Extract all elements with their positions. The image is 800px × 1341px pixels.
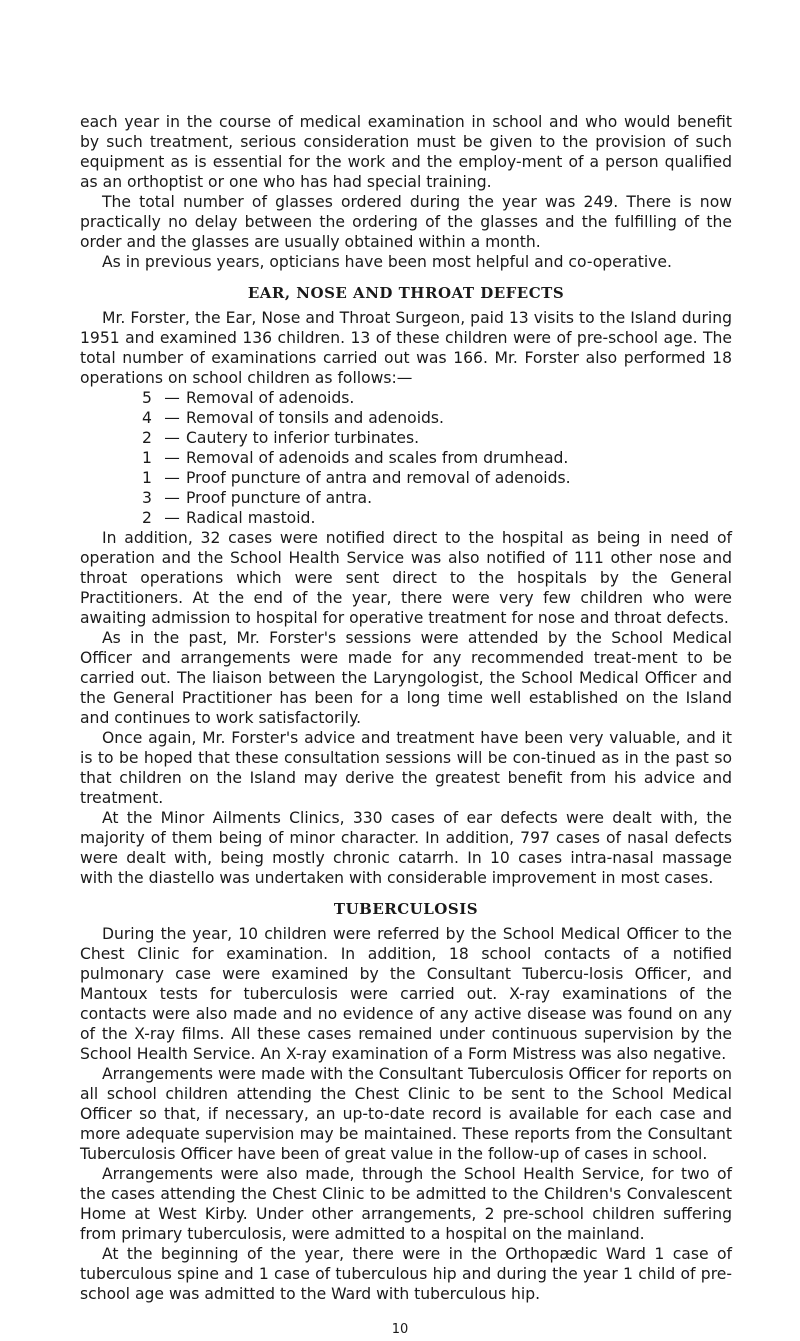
operation-item: 5 — Removal of adenoids.: [142, 389, 355, 407]
operation-desc: Removal of adenoids and scales from drumhead.: [186, 449, 569, 467]
operation-item: 2 — Cautery to inferior turbinates.: [142, 429, 420, 447]
ent-paragraph-2: In addition, 32 cases were notified direct to the hospital as being in need of operation and the School Health Service was also notified of 111 other nose and throat operations which were sent direct to the hospitals by the General Practitioners. At the end of the year, there were very few children who were awaiting admission to hospital for operative treatment for nose and throat defects.: [80, 529, 732, 627]
operation-desc: Cautery to inferior turbinates.: [186, 429, 420, 447]
intro-paragraph-3: As in previous years, opticians have been most helpful and co-operative.: [102, 253, 672, 271]
operation-item: 3 — Proof puncture of antra.: [142, 489, 373, 507]
operation-count: 2: [142, 509, 152, 527]
operation-desc: Removal of adenoids.: [186, 389, 355, 407]
text-column: [80, 112, 732, 1304]
tb-heading: TUBERCULOSIS: [333, 900, 479, 918]
tb-paragraph-4: At the beginning of the year, there were in the Orthopædic Ward 1 case of tuberculous spine and 1 case of tuberculous hip and during the year 1 child of pre-school age was admitted to the Ward with tuberculous hip.: [80, 1245, 732, 1303]
operation-count: 1: [142, 469, 152, 487]
ent-heading: EAR, NOSE AND THROAT DEFECTS: [247, 284, 565, 302]
operation-item: 2 — Radical mastoid.: [142, 509, 316, 527]
ent-paragraph-1: Mr. Forster, the Ear, Nose and Throat Surgeon, paid 13 visits to the Island during 1951 and examined 136 children. 13 of these children were of pre-school age. The total number of examinations carried out was 166. Mr. Forster also performed 18 operations on school children as follows:—: [80, 309, 732, 387]
operation-item: 4 — Removal of tonsils and adenoids.: [142, 409, 445, 427]
operation-desc: Proof puncture of antra and removal of adenoids.: [186, 469, 571, 487]
tb-paragraph-3: Arrangements were also made, through the School Health Service, for two of the cases attending the Chest Clinic to be admitted to the Children's Convalescent Home at West Kirby. Under other arrangements, 2 pre-school children suffering from primary tuberculosis, were admitted to a hospital on the mainland.: [80, 1165, 732, 1243]
operation-item: 1 — Proof puncture of antra and removal of adenoids.: [142, 469, 571, 487]
operation-item: 1 — Removal of adenoids and scales from drumhead.: [142, 449, 569, 467]
ent-paragraph-3: As in the past, Mr. Forster's sessions were attended by the School Medical Officer and arrangements were made for any recommended treat-ment to be carried out. The liaison between the Laryngologist, the School Medical Officer and the General Practitioner has been for a long time well established on the Island and continues to work satisfactorily.: [80, 629, 732, 727]
operation-count: 4: [142, 409, 152, 427]
page-number: 10: [391, 1322, 409, 1337]
operation-count: 5: [142, 389, 152, 407]
intro-paragraph-2: The total number of glasses ordered during the year was 249. There is now practically no delay between the ordering of the glasses and the fulfilling of the order and the glasses are usually obtained within a month.: [80, 193, 732, 251]
operation-desc: Proof puncture of antra.: [186, 489, 373, 507]
operation-count: 1: [142, 449, 152, 467]
intro-paragraph-1: each year in the course of medical examination in school and who would benefit by such treatment, serious consideration must be given to the provision of such equipment as is essential for the work and the employ-ment of a person qualified as an orthoptist or one who has had special training.: [80, 113, 732, 191]
operation-count: 2: [142, 429, 152, 447]
operations-list: [142, 388, 732, 528]
ent-paragraph-4: Once again, Mr. Forster's advice and treatment have been very valuable, and it is to be hoped that these consultation sessions will be con-tinued as in the past so that children on the Island may derive the greatest benefit from his advice and treatment.: [80, 729, 732, 807]
operation-desc: Removal of tonsils and adenoids.: [186, 409, 445, 427]
tb-paragraph-2: Arrangements were made with the Consultant Tuberculosis Officer for reports on all school children attending the Chest Clinic to be sent to the School Medical Officer so that, if necessary, an up-to-date record is available for each case and more adequate supervision may be maintained. These reports from the Consultant Tuberculosis Officer have been of great value in the follow-up of cases in school.: [80, 1065, 732, 1163]
ent-paragraph-5: At the Minor Ailments Clinics, 330 cases of ear defects were dealt with, the majority of them being of minor character. In addition, 797 cases of nasal defects were dealt with, being mostly chronic catarrh. In 10 cases intra-nasal massage with the diastello was undertaken with considerable improvement in most cases.: [80, 809, 732, 887]
operation-desc: Radical mastoid.: [186, 509, 316, 527]
tb-paragraph-1: During the year, 10 children were referred by the School Medical Officer to the Chest Clinic for examination. In addition, 18 school contacts of a notified pulmonary case were examined by the Consultant Tubercu-losis Officer, and Mantoux tests for tuberculosis were carried out. X-ray examinations of the contacts were also made and no evidence of any active disease was found on any of the X-ray films. All these cases remained under continuous supervision by the School Health Service. An X-ray examination of a Form Mistress was also negative.: [80, 925, 732, 1063]
operation-count: 3: [142, 489, 152, 507]
